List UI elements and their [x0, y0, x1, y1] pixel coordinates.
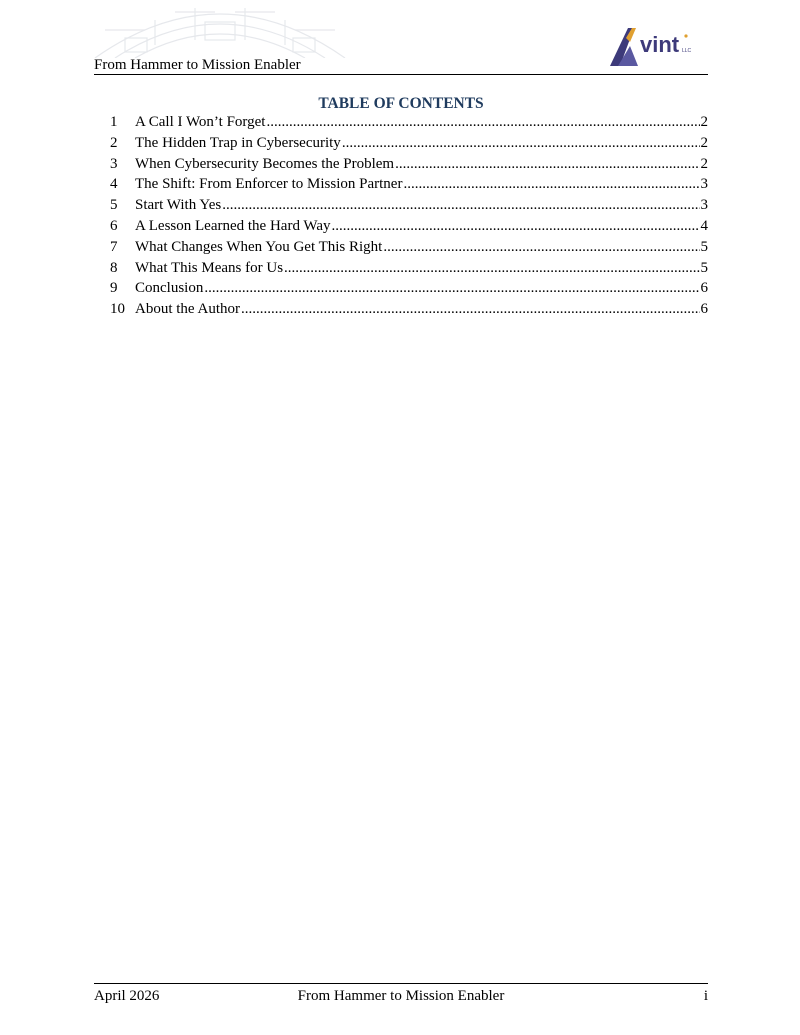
toc-entry-page: 6 [700, 280, 708, 297]
toc-entry-title: A Call I Won’t Forget [135, 114, 266, 130]
toc-entry-number: 1 [110, 114, 118, 130]
toc-entry[interactable] [110, 237, 708, 258]
toc-leader-dots [266, 112, 699, 133]
toc-leader-dots [342, 133, 700, 154]
toc-entry-title: What This Means for Us [135, 259, 284, 276]
page-footer [94, 987, 708, 1005]
toc-entry-page: 4 [700, 217, 708, 234]
toc-entry-number: 2 [110, 134, 118, 151]
toc-entry-number: 8 [110, 259, 118, 276]
footer-divider [94, 983, 708, 984]
toc-entry[interactable] [110, 195, 708, 216]
toc-entry-title: Conclusion [135, 280, 204, 297]
toc-entry-title: Start With Yes [135, 197, 222, 214]
toc-entry-title: The Shift: From Enforcer to Mission Partner [135, 176, 403, 193]
toc-leader-dots [241, 299, 700, 320]
toc-entry-title: What Changes When You Get This Right [135, 238, 383, 255]
header-divider [94, 74, 708, 75]
toc-entry-number: 3 [110, 155, 118, 172]
toc-entry[interactable] [110, 133, 708, 154]
header-title: From Hammer to Mission Enabler [94, 57, 301, 73]
toc-leader-dots [332, 216, 700, 237]
toc-entry[interactable] [110, 278, 708, 299]
logo-wordmark: vint [640, 32, 680, 57]
toc-entry-number: 9 [110, 280, 118, 297]
toc-entry[interactable] [110, 154, 708, 175]
toc-leader-dots [284, 258, 699, 279]
footer-page-number: i [703, 988, 708, 1004]
toc-leader-dots [383, 237, 699, 258]
toc-entry-page: 3 [700, 197, 708, 214]
toc-entry[interactable] [110, 174, 708, 195]
toc-entry[interactable] [110, 299, 708, 320]
toc-leader-dots [395, 154, 699, 175]
toc-entry-title: A Lesson Learned the Hard Way [135, 217, 331, 234]
toc-entry[interactable] [110, 216, 708, 237]
toc-entry-page: 2 [700, 155, 708, 172]
toc-leader-dots [204, 278, 699, 299]
toc-entry-number: 10 [110, 301, 125, 318]
toc-entry-page: 5 [700, 259, 708, 276]
toc-entry-number: 4 [110, 176, 118, 193]
table-of-contents [110, 112, 708, 320]
avint-logo [608, 24, 700, 68]
toc-entry-number: 6 [110, 217, 118, 234]
toc-entry[interactable] [110, 112, 708, 133]
toc-entry-page: 5 [700, 238, 708, 255]
toc-heading: TABLE OF CONTENTS [318, 95, 484, 112]
logo-suffix: LLC [682, 48, 692, 54]
toc-entry-page: 2 [700, 114, 708, 130]
header-watermark-graphic [85, 0, 355, 58]
footer-date: April 2026 [94, 988, 160, 1004]
toc-entry-title: The Hidden Trap in Cybersecurity [135, 134, 341, 151]
toc-entry-number: 5 [110, 197, 118, 214]
toc-entry-page: 3 [700, 176, 708, 193]
toc-entry-number: 7 [110, 238, 118, 255]
toc-leader-dots [403, 174, 699, 195]
footer-title: From Hammer to Mission Enabler [297, 988, 505, 1004]
toc-entry-page: 6 [700, 301, 708, 318]
toc-leader-dots [222, 195, 699, 216]
toc-entry-title: About the Author [135, 301, 240, 318]
toc-entry-title: When Cybersecurity Becomes the Problem [135, 155, 395, 172]
toc-entry[interactable] [110, 258, 708, 279]
toc-entry-page: 2 [700, 134, 708, 151]
